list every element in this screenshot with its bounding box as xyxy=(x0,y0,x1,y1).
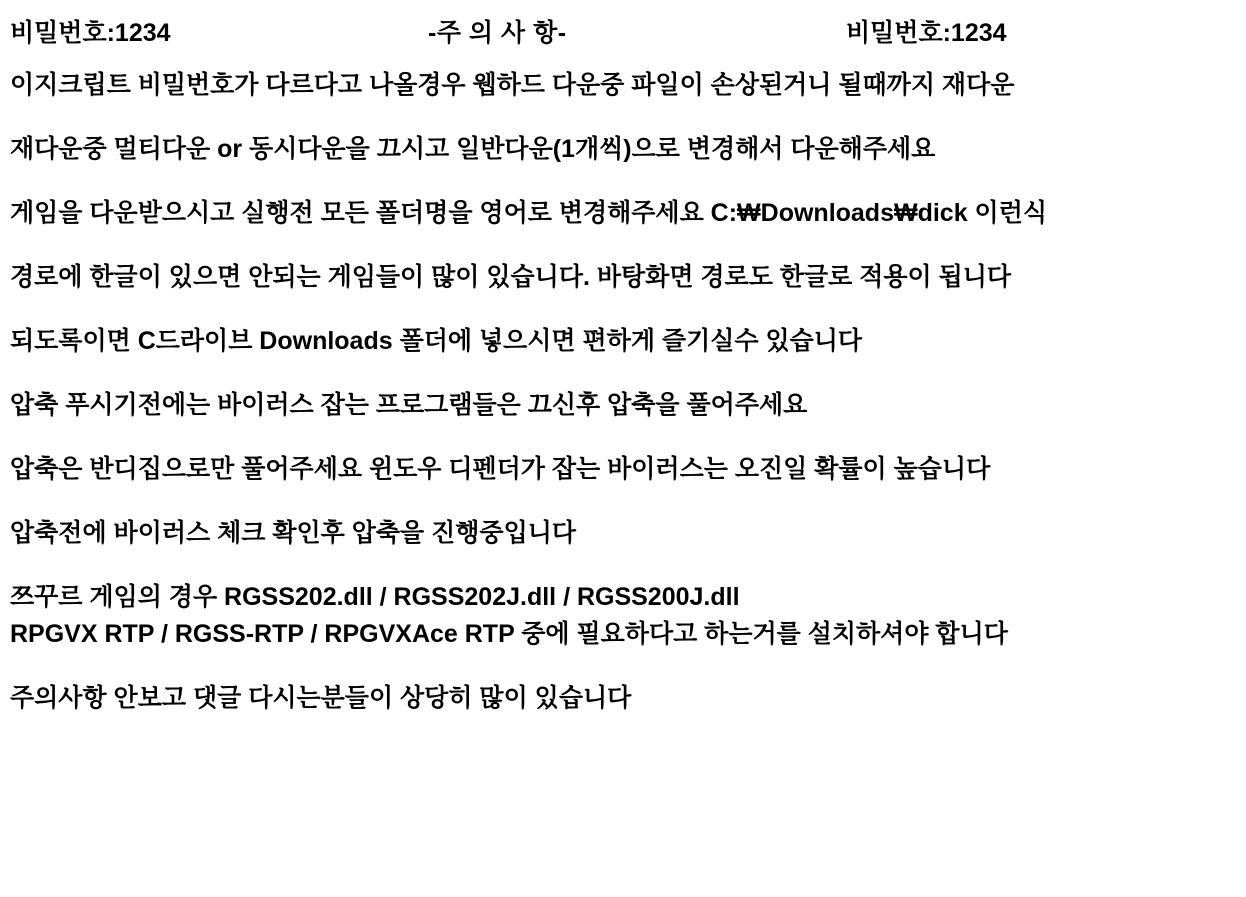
notice-line: 경로에 한글이 있으면 안되는 게임들이 많이 있습니다. 바탕화면 경로도 한글로 적용이 됩니다 xyxy=(10,263,1012,291)
notice-line: 재다운중 멀티다운 or 동시다운을 끄시고 일반다운(1개씩)으로 변경해서 다운해주세요 xyxy=(10,135,936,163)
notice-line: 쯔꾸르 게임의 경우 RGSS202.dll / RGSS202J.dll / RGSS200J.dll xyxy=(10,583,740,611)
password-note-right: 비밀번호:1234 xyxy=(846,19,1007,47)
notice-line: 압축은 반디집으로만 풀어주세요 윈도우 디펜더가 잡는 바이러스는 오진일 확률이 높습니다 xyxy=(10,455,991,483)
notice-line: 이지크립트 비밀번호가 다르다고 나올경우 웹하드 다운중 파일이 손상된거니 될때까지 재다운 xyxy=(10,71,1015,99)
notice-line: RPGVX RTP / RGSS-RTP / RPGVXAce RTP 중에 필요하다고 하는거를 설치하셔야 합니다 xyxy=(10,620,1008,648)
notice-line: 게임을 다운받으시고 실행전 모든 폴더명을 영어로 변경해주세요 C:₩Downloads₩dick 이런식 xyxy=(10,199,1048,227)
page-title: -주 의 사 항- xyxy=(428,19,567,47)
notice-line: 압축 푸시기전에는 바이러스 잡는 프로그램들은 끄신후 압축을 풀어주세요 xyxy=(10,391,808,419)
notice-line: 압축전에 바이러스 체크 확인후 압축을 진행중입니다 xyxy=(10,519,577,547)
document-header xyxy=(8,10,1238,56)
password-note-left: 비밀번호:1234 xyxy=(10,19,171,47)
notice-line: 주의사항 안보고 댓글 다시는분들이 상당히 많이 있습니다 xyxy=(10,684,632,712)
notice-line: 되도록이면 C드라이브 Downloads 폴더에 넣으시면 편하게 즐기실수 있습니다 xyxy=(10,327,863,355)
notice-body xyxy=(8,70,1238,714)
